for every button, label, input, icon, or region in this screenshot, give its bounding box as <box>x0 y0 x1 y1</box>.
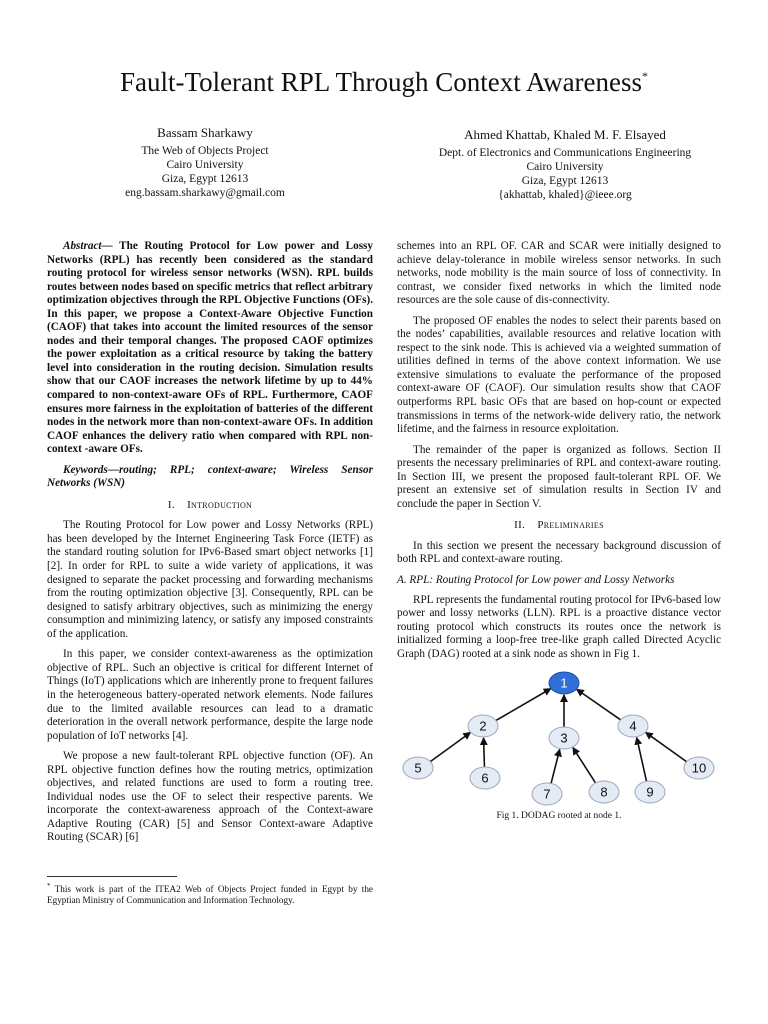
section-number: II. <box>514 519 526 532</box>
dodag-root-node <box>549 672 579 694</box>
author-affiliation-line: The Web of Objects Project <box>141 145 269 157</box>
dodag-node-label: 3 <box>560 730 568 746</box>
body-paragraph: The remainder of the paper is organized as follows. Section II presents the necessary preliminaries of RPL and context-aware routing. In Section III, we present the proposed fault-tolerant RPL OF. We present an extensive set of simulation results in Section IV and conclude the paper in Section V. <box>397 443 721 510</box>
intro-paragraph-3: We propose a new fault-tolerant RPL objective function (OF). An RPL objective function defines how the routing metrics, optimization objectives, and related functions are used to form a routing tree. Individual nodes use the OF to select their respective parents. We incorporate the context-awareness approach of the Context-aware Adaptive Routing (CAR) [5] and Sensor Context-aware Adaptive Routing (SCAR) [6] <box>47 750 373 844</box>
section-number: I. <box>167 498 175 511</box>
author-name: Ahmed Khattab, Khaled M. F. Elsayed <box>464 127 666 142</box>
dodag-node-label: 1 <box>560 675 568 691</box>
footnote-marker: * <box>47 882 51 890</box>
dodag-node-label: 6 <box>481 770 489 786</box>
dodag-node <box>635 781 665 803</box>
footnote-text: This work is part of the ITEA2 Web of Objects Project funded in Egypt by the Egyptian Ministry of Communication and Information Technology. <box>47 884 373 906</box>
dodag-edge-8-3 <box>573 748 596 784</box>
keywords-text: routing; RPL; context-aware; Wireless Sensor Networks (WSN) <box>47 463 373 490</box>
dodag-node <box>532 783 562 805</box>
section-title: Preliminaries <box>537 519 604 532</box>
title-footnote-marker: * <box>642 69 649 83</box>
subsection-heading-rpl: A. RPL: Routing Protocol for Low power and Lossy Networks <box>397 574 675 587</box>
left-column <box>47 240 373 852</box>
dodag-node-label: 4 <box>629 718 637 734</box>
dodag-node <box>549 727 579 749</box>
figure-caption: Fig 1. DODAG rooted at node 1. <box>496 811 622 822</box>
paper-title <box>40 66 728 98</box>
dodag-node-label: 2 <box>479 718 487 734</box>
author-affiliation-line: Giza, Egypt 12613 <box>521 175 609 187</box>
section-title: Introduction <box>187 498 253 511</box>
dodag-figure <box>397 668 721 808</box>
intro-paragraph-1: The Routing Protocol for Low power and Lossy Networks (RPL) has been developed by the Internet Engineering Task Force (IETF) as the standard routing solution for IPv6-Based smart object networks [1][2]. In order for RPL to suite a wide variety of applications, it was designed to separate the packet processing and forwarding mechanisms from the routing optimization objective [3]. Consequently, RPL can be designed to satisfy arbitrary objectives, such as minimizing the energy consumption and minimizing latency, or satisfy any imposed constraints of the application. <box>47 519 373 640</box>
dodag-edge-5-2 <box>430 733 471 763</box>
dodag-node <box>684 757 714 779</box>
abstract-text: The Routing Protocol for Low power and Lossy Networks (RPL) has recently been considered as the standard routing protocol for wireless sensor networks (WSN). RPL builds routes between nodes based on specific metrics that reflect arbitrary optimization objectives through the RPL Objective Functions (OFs). In this paper, we propose a Context-Aware Objective Function (CAOF) that takes into account the limited resources of the sensor nodes and their temporal changes. The proposed CAOF optimizes the power exploitation as a critical resource by taking the battery level into consideration in the routing decision. Simulation results show that our CAOF increases the network lifetime by up to 44% compared to non-context-aware OFs of RPL. Furthermore, CAOF ensures more fairness in the exploitation of batteries of the different nodes in the network more than non-context-aware OFs. In addition CAOF enhances the delivery ratio when compared with RPL non-context -aware OFs. <box>47 240 373 456</box>
author-affiliation-line: Cairo University <box>166 159 244 171</box>
footnote-divider <box>47 876 177 877</box>
intro-paragraph-2: In this paper, we consider context-awareness as the optimization objective of RPL. Such an objective is critical for different Internet of Things (IoT) applications which are inherently prone to frequent failures in the heterogeneous battery-operated network elements. Node failures due to the limited available resources can lead to a dramatic deterioration in the overall network performance, despite the large node population of IoT networks [4]. <box>47 648 373 742</box>
author-affiliation-line: Giza, Egypt 12613 <box>161 173 249 185</box>
author-block-1 <box>70 124 340 200</box>
author-name: Bassam Sharkawy <box>157 125 253 140</box>
dodag-edge-4-1 <box>577 690 621 721</box>
dodag-edge-7-3 <box>551 750 560 784</box>
author-affiliation-line: Cairo University <box>526 161 604 173</box>
abstract-label: Abstract— <box>63 240 113 252</box>
author-block-2 <box>400 126 730 202</box>
footnote <box>47 881 373 906</box>
author-email: eng.bassam.sharkawy@gmail.com <box>125 187 285 199</box>
dodag-node <box>468 715 498 737</box>
dodag-node <box>618 715 648 737</box>
abstract <box>47 240 373 457</box>
dodag-node <box>470 767 500 789</box>
rpl-paragraph: RPL represents the fundamental routing protocol for IPv6-based low power and lossy networks (LLN). RPL is a proactive distance vector routing protocol which constructs its routes once the network is initialized forming a loop-free tree-like graph called Directed Acyclic Graph (DAG) rooted at a sink node as shown in Fig 1. <box>397 593 721 660</box>
right-column <box>397 240 721 824</box>
keywords-label: Keywords— <box>63 463 119 476</box>
author-affiliation-line: Dept. of Electronics and Communications Engineering <box>438 147 692 159</box>
body-paragraph: The proposed OF enables the nodes to select their parents based on the nodes’ capabilities, available resources and relative location with respect to the sink node. This is achieved via a weighted summation of utilities defined in terms of the above context information. We use extensive simulations to evaluate the performance of the proposed context-aware OF (CAOF). Our simulation results show that CAOF outperforms RPL basic OFs that are based on hop-count or expected transmissions in terms of the network-wide delivery ratio, the network lifetime, and the fairness in resource exploitation. <box>397 314 721 436</box>
dodag-edge-10-4 <box>646 733 688 763</box>
dodag-node-label: 8 <box>600 784 608 800</box>
title-text: Fault-Tolerant RPL Through Context Awareness <box>119 67 643 97</box>
dodag-node-label: 10 <box>691 760 707 776</box>
section-heading-preliminaries <box>397 519 721 533</box>
dodag-node-label: 7 <box>543 786 551 802</box>
dodag-edge-9-4 <box>637 738 647 782</box>
dodag-node <box>589 781 619 803</box>
dodag-graph <box>397 668 721 808</box>
continued-paragraph: schemes into an RPL OF. CAR and SCAR were initially designed to achieve delay-tolerance in mobile wireless sensor networks. In such networks, node mobility is the main source of loss of connectivity. In contrast, we consider fixed networks in which the limited node resources are the sole cause of dis-connectivity. <box>397 240 721 307</box>
author-email: {akhattab, khaled}@ieee.org <box>498 189 632 201</box>
section-heading-introduction <box>47 499 373 513</box>
dodag-node-label: 5 <box>414 760 422 776</box>
keywords <box>47 464 373 491</box>
prelim-paragraph: In this section we present the necessary background discussion of both RPL and context-aware routing. <box>397 539 721 566</box>
dodag-edge-2-1 <box>495 689 550 721</box>
dodag-node-label: 9 <box>646 784 654 800</box>
dodag-node <box>403 757 433 779</box>
dodag-edge-6-2 <box>484 738 485 767</box>
